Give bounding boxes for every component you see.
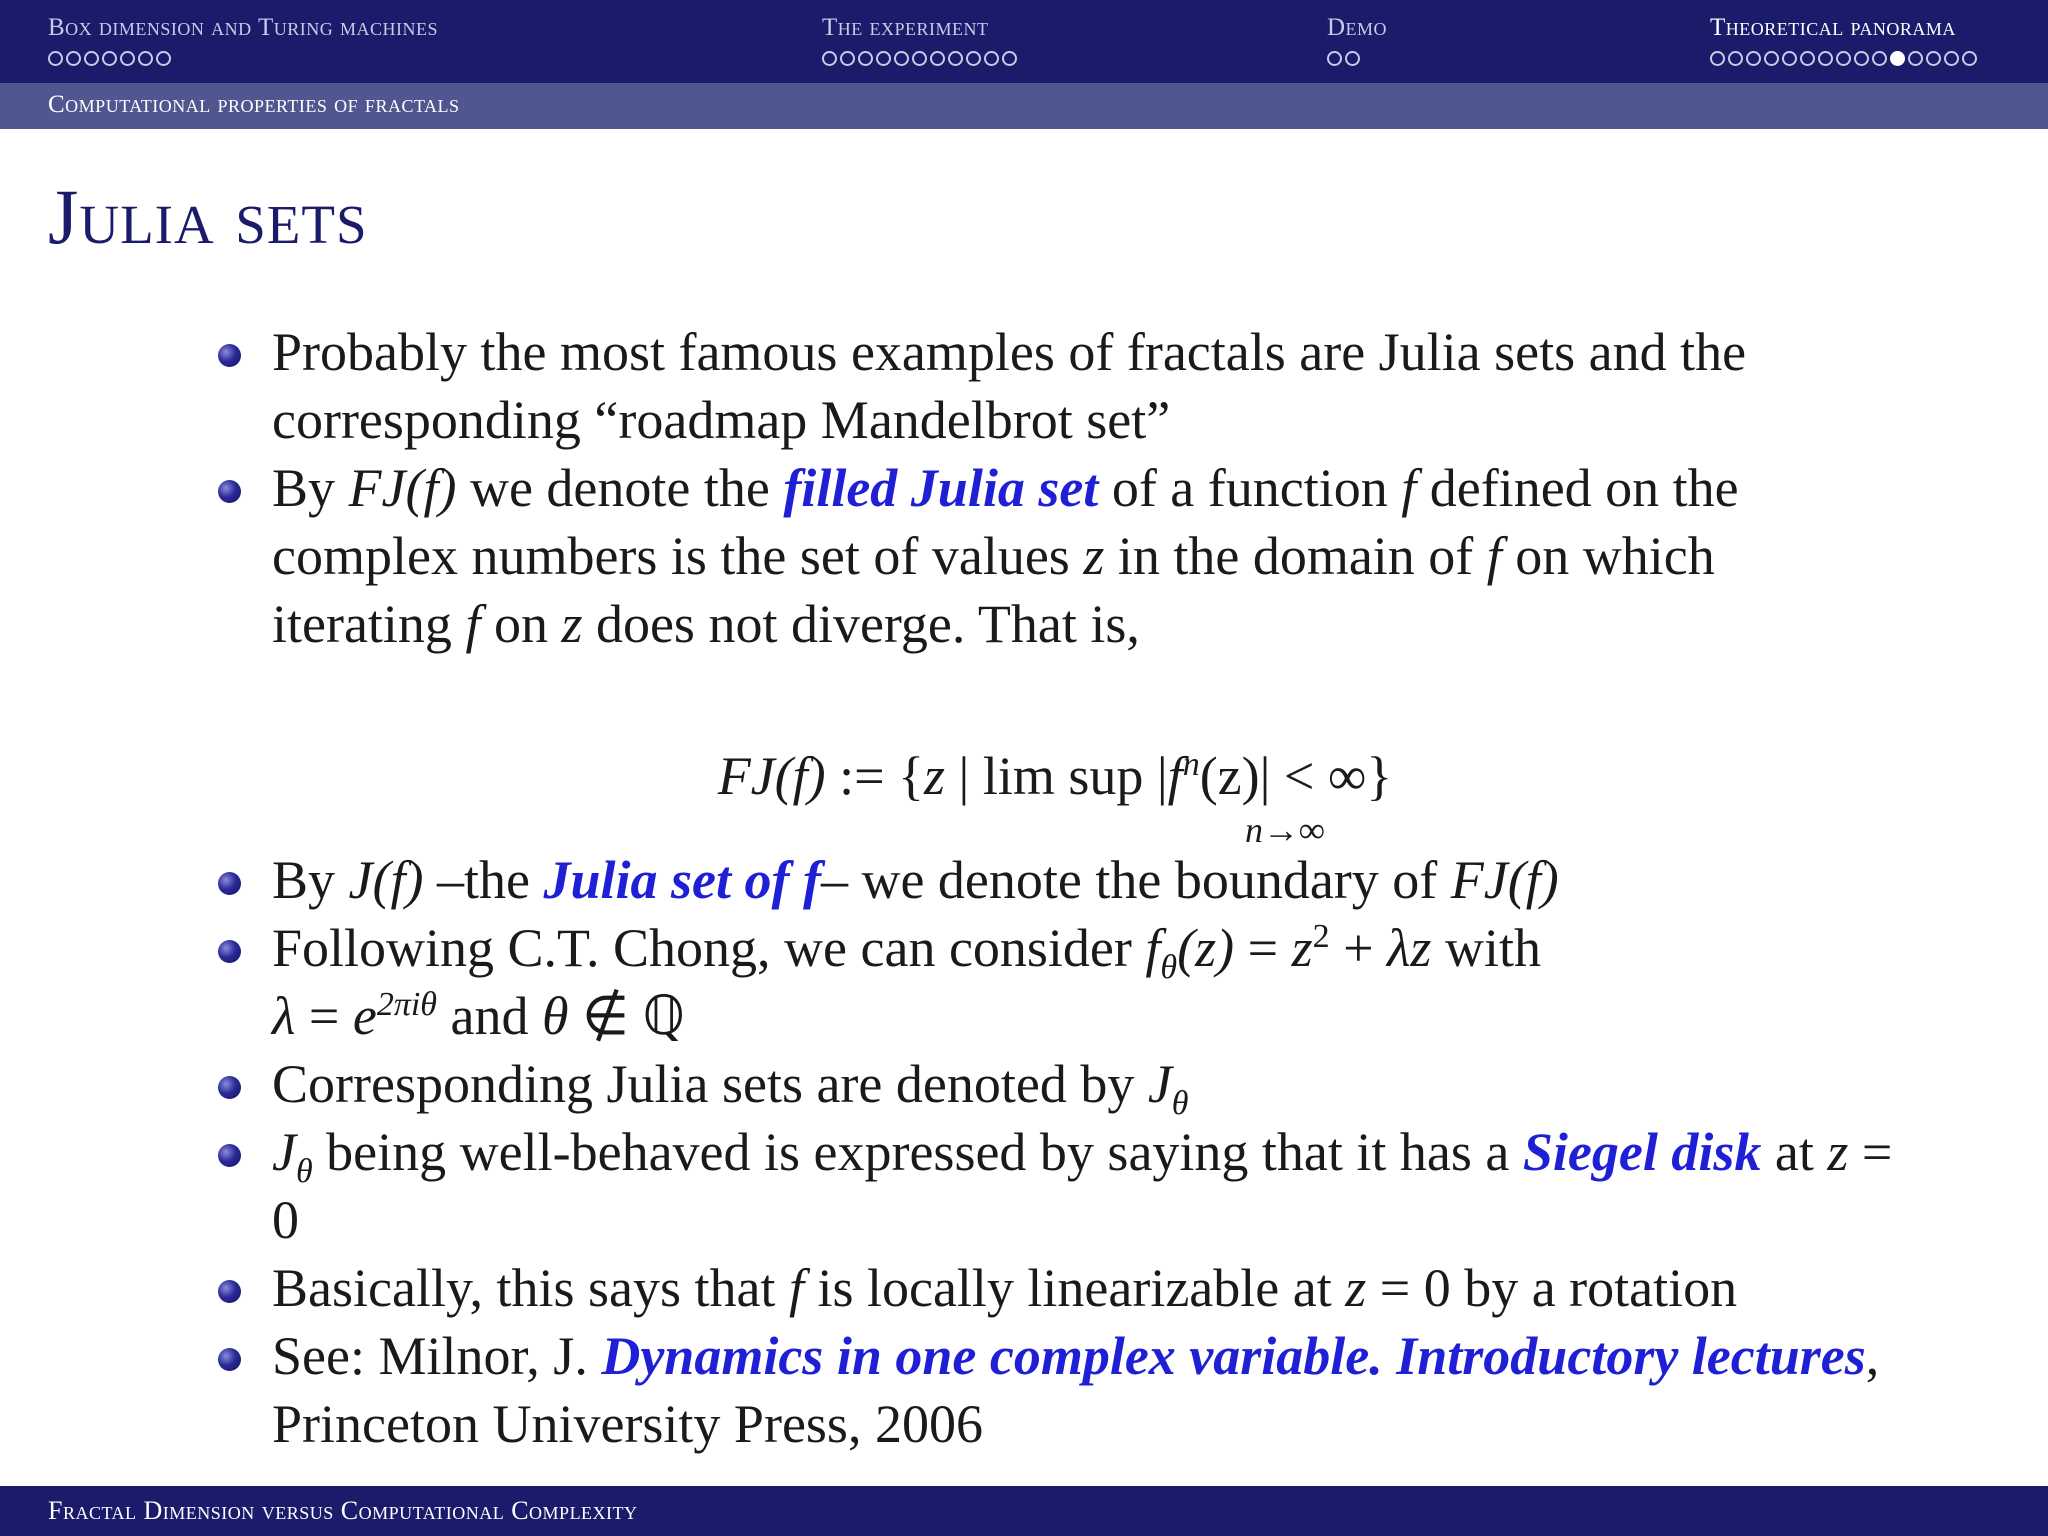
frame-dot-icon[interactable] [912,51,927,66]
frame-dot-icon[interactable] [984,51,999,66]
frame-dot-icon[interactable] [1962,51,1977,66]
frame-dot-icon[interactable] [1836,51,1851,66]
slide-body [215,318,1895,1486]
nav-section-demo[interactable]: Demo [1327,14,1388,41]
frame-dot-icon[interactable] [1327,51,1342,66]
frame-dot-icon[interactable] [858,51,873,66]
frame-dot-icon[interactable] [966,51,981,66]
frame-dot-icon[interactable] [894,51,909,66]
subsection-title[interactable]: Computational properties of fractals [48,91,460,118]
bullet-icon [218,1144,241,1167]
frame-dot-icon[interactable] [66,51,81,66]
bullet-icon [218,872,241,895]
frame-dot-icon[interactable] [1782,51,1797,66]
bullet-item-1: Probably the most famous examples of fractals are Julia sets and the corresponding “roadmap Mandelbrot set” [215,318,1895,454]
frame-dot-icon[interactable] [84,51,99,66]
bullet-icon [218,344,241,367]
frame-dot-icon[interactable] [1800,51,1815,66]
frame-dot-icon[interactable] [1854,51,1869,66]
footer-bar [0,1486,2048,1536]
frame-dot-icon[interactable] [1345,51,1360,66]
nav-dots-theoretical-panorama[interactable] [1710,48,1977,72]
frame-dot-icon[interactable] [1728,51,1743,66]
term-filled-julia-set: filled Julia set [783,458,1099,518]
frame-dot-icon[interactable] [840,51,855,66]
frame-dot-icon[interactable] [822,51,837,66]
frame-dot-icon[interactable] [156,51,171,66]
presentation-title[interactable]: Fractal Dimension versus Computational Complexity [48,1496,638,1525]
bullet-item-3: By J(f) –the Julia set of f– we denote the boundary of FJ(f) [215,846,1895,914]
bullet-icon [218,480,241,503]
frame-dot-icon[interactable] [138,51,153,66]
bullet-item-8: See: Milnor, J. Dynamics in one complex variable. Introductory lectures, Princeton University Press, 2006 [215,1322,1895,1458]
frame-dot-icon[interactable] [1908,51,1923,66]
nav-section-box-dimension[interactable]: Box dimension and Turing machines [48,14,438,41]
slide-title: Julia sets [48,173,368,260]
nav-dots-box-dimension[interactable] [48,48,171,72]
bullet-icon [218,940,241,963]
limit-subscript: n→∞ [1245,810,1325,850]
frame-dot-icon[interactable] [1764,51,1779,66]
reference-title: Dynamics in one complex variable. Introductory lectures [601,1326,1866,1386]
frame-dot-icon[interactable] [1002,51,1017,66]
navigation-bar [0,0,2048,83]
frame-dot-icon[interactable] [876,51,891,66]
bullet-item-6: $J_\theta$ being well-behaved is expressed by saying that it has a Siegel disk at z = 0 [215,1118,1895,1254]
frame-dot-icon[interactable] [102,51,117,66]
bullet-item-5: Corresponding Julia sets are denoted by $J_\theta$ [215,1050,1895,1118]
frame-dot-icon[interactable] [48,51,63,66]
frame-dot-icon[interactable] [1818,51,1833,66]
frame-dot-icon[interactable] [1890,51,1905,66]
bullet-item-2: By FJ(f) we denote the filled Julia set of a function f defined on the complex numbers is the set of values z in the domain of f on which iterating f on z does not diverge. That is, [215,454,1895,658]
display-formula: FJ(f) := {z | lim sup $|f^n(z)|$ < ∞} n→∞ [717,746,1393,850]
term-julia-set: Julia set of f [543,850,821,910]
nav-dots-experiment[interactable] [822,48,1017,72]
nav-section-experiment[interactable]: The experiment [822,14,989,41]
bullet-item-7: Basically, this says that f is locally linearizable at z = 0 by a rotation [215,1254,1895,1322]
frame-dot-icon[interactable] [1872,51,1887,66]
nav-section-theoretical-panorama[interactable]: Theoretical panorama [1710,14,1956,41]
bullet-icon [218,1076,241,1099]
frame-dot-icon[interactable] [1710,51,1725,66]
frame-dot-icon[interactable] [930,51,945,66]
bullet-icon [218,1348,241,1371]
frame-dot-icon[interactable] [948,51,963,66]
frame-dot-icon[interactable] [1746,51,1761,66]
frame-dot-icon[interactable] [1926,51,1941,66]
bullet-item-4: Following C.T. Chong, we can consider $f_\theta(z) = z^2 + \lambda z$ with $\lambda = e^{2\pi i\theta}$ and θ ∉ ℚ [215,914,1895,1050]
frame-dot-icon[interactable] [1944,51,1959,66]
frame-dot-icon[interactable] [120,51,135,66]
subsection-bar [0,83,2048,129]
term-siegel-disk: Siegel disk [1522,1122,1762,1182]
bullet-icon [218,1280,241,1303]
nav-dots-demo[interactable] [1327,48,1360,72]
